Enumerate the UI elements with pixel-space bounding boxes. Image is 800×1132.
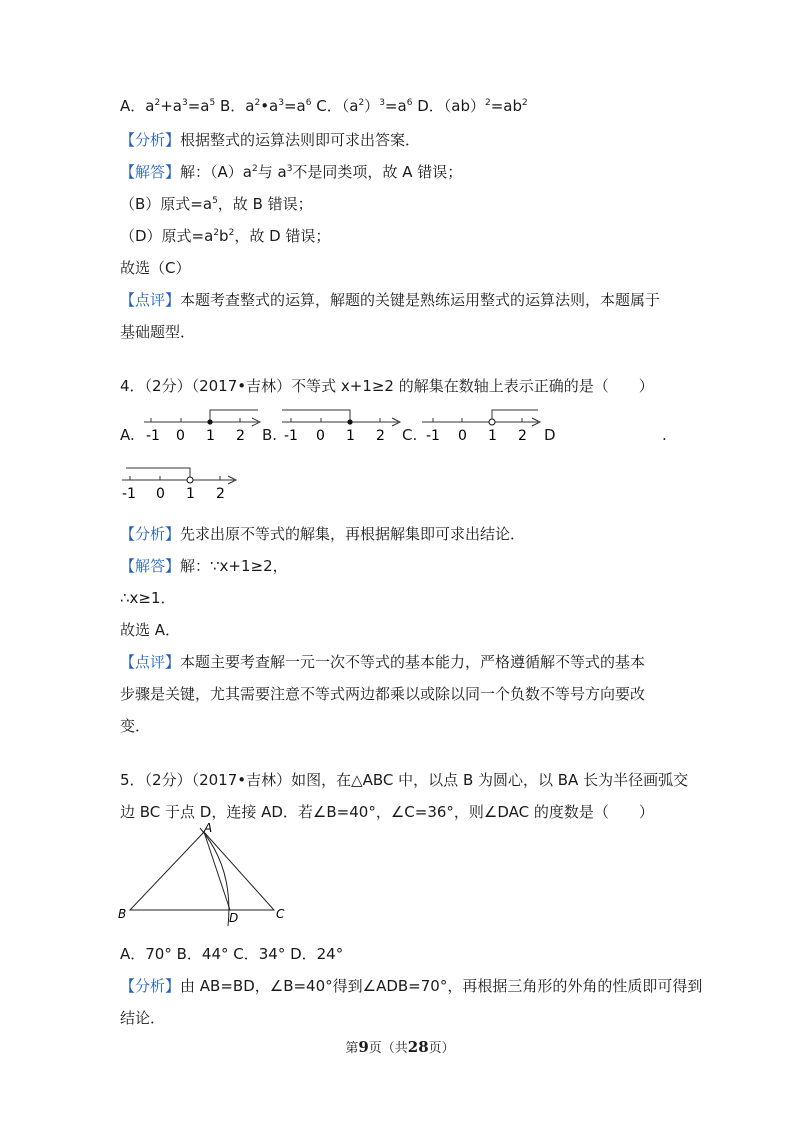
q4-choice: 故选 A． bbox=[120, 621, 181, 639]
solution-bracket bbox=[126, 468, 190, 477]
arc-centered-b bbox=[200, 828, 229, 926]
q4-option-b-label: B. bbox=[262, 426, 278, 444]
q3-choice: 故选（C） bbox=[120, 259, 191, 277]
tick-label: -1 bbox=[122, 486, 136, 502]
label-c: C bbox=[276, 907, 285, 921]
analysis-tag: 【分析】 bbox=[120, 525, 181, 543]
q4-option-c-number-line bbox=[418, 404, 548, 446]
tick-label: 2 bbox=[518, 428, 527, 444]
q4-option-d-label: D bbox=[544, 426, 556, 444]
tick-label: -1 bbox=[284, 428, 298, 444]
q4-stem: 4．（2分）（2017•吉林）不等式 x+1≥2 的解集在数轴上表示正确的是（ ） bbox=[120, 377, 654, 395]
q4-option-b-number-line bbox=[278, 404, 408, 446]
solution-tag: 【解答】 bbox=[120, 163, 181, 181]
q3-options: A．$a^2+a^3=a^5$ B．$a^2•a^3=a^6$ C．$(a^2)^3=a^6$ D．$(ab)^2=ab^2$ bbox=[120, 97, 528, 115]
solid-point bbox=[207, 419, 212, 424]
q4-option-a-number-line bbox=[136, 404, 266, 446]
q5-options: A．70° B．44° C．34° D．24° bbox=[120, 945, 344, 963]
comment-tag: 【点评】 bbox=[120, 291, 181, 309]
tick-label: -1 bbox=[426, 428, 440, 444]
hollow-point bbox=[187, 477, 193, 483]
q4-analysis: 【分析】先求出原不等式的解集，再根据解集即可求出结论． bbox=[120, 525, 526, 543]
q4-option-d-number-line bbox=[116, 462, 246, 504]
q3-comment: 【点评】本题考查整式的运算，解题的关键是熟练运用整式的运算法则，本题属于 bbox=[120, 291, 661, 309]
solution-bracket bbox=[282, 410, 350, 422]
q4-option-a-label: A. bbox=[120, 426, 135, 444]
label-a: A bbox=[204, 822, 213, 835]
q5-triangle-figure bbox=[112, 822, 302, 930]
q5-analysis: 【分析】由 AB=BD，∠B=40°得到∠ADB=70°，再根据三角形的外角的性质即可得到 bbox=[120, 977, 703, 995]
tick-label: 1 bbox=[346, 428, 355, 444]
triangle-abc bbox=[130, 832, 274, 910]
q3-solution-line2: （B）原式$=a^5$，故 B 错误； bbox=[120, 195, 313, 213]
tick-label: 0 bbox=[176, 428, 185, 444]
tick-label: 1 bbox=[186, 486, 195, 502]
q3-comment-line2: 基础题型． bbox=[120, 323, 196, 341]
hollow-point bbox=[489, 419, 495, 425]
tick-label: 2 bbox=[376, 428, 385, 444]
q4-solution: 【解答】解：∵x+1≥2， bbox=[120, 557, 288, 575]
tick-label: -1 bbox=[146, 428, 160, 444]
q3-solution-line3: （D）原式$=a^2b^2$，故 D 错误； bbox=[120, 227, 331, 245]
segment-ad bbox=[204, 832, 230, 910]
tick-label: 2 bbox=[236, 428, 245, 444]
q5-stem-line1: 5．（2分）（2017•吉林）如图，在△ABC 中，以点 B 为圆心，以 BA 长为半径画弧交 bbox=[120, 771, 689, 789]
tick-label: 2 bbox=[216, 486, 225, 502]
tick-label: 0 bbox=[458, 428, 467, 444]
q5-analysis-line2: 结论． bbox=[120, 1009, 166, 1027]
page-number: 9 bbox=[358, 1038, 369, 1056]
q3-analysis: 【分析】根据整式的运算法则即可求出答案． bbox=[120, 131, 421, 149]
q4-option-d-trailing: . bbox=[662, 426, 667, 444]
solution-tag: 【解答】 bbox=[120, 557, 181, 575]
solution-bracket bbox=[210, 410, 258, 422]
solution-bracket bbox=[492, 410, 538, 419]
q4-solution-line2: ∴x≥1． bbox=[120, 589, 176, 607]
q5-stem-line2: 边 BC 于点 D，连接 AD．若∠B=40°，∠C=36°，则∠DAC 的度数是（ ） bbox=[120, 803, 654, 821]
solid-point bbox=[347, 419, 352, 424]
tick-label: 0 bbox=[156, 486, 165, 502]
comment-tag: 【点评】 bbox=[120, 653, 181, 671]
total-pages: 28 bbox=[407, 1038, 429, 1056]
q3-solution: 【解答】解：$(A)a^2$与 $a^3$不是同类项，故 A 错误； bbox=[120, 163, 463, 181]
analysis-tag: 【分析】 bbox=[120, 131, 181, 149]
q4-option-c-label: C. bbox=[402, 426, 418, 444]
label-b: B bbox=[118, 907, 127, 921]
label-d: D bbox=[229, 911, 239, 925]
page-footer: 第9页（共28页） bbox=[345, 1038, 455, 1056]
tick-label: 1 bbox=[206, 428, 215, 444]
analysis-tag: 【分析】 bbox=[120, 977, 181, 995]
q4-comment: 【点评】本题主要考查解一元一次不等式的基本能力，严格遵循解不等式的基本 bbox=[120, 653, 646, 671]
tick-label: 1 bbox=[488, 428, 497, 444]
q4-comment-line3: 变． bbox=[120, 717, 151, 735]
tick-label: 0 bbox=[316, 428, 325, 444]
q4-comment-line2: 步骤是关键，尤其需要注意不等式两边都乘以或除以同一个负数不等号方向要改 bbox=[120, 685, 646, 703]
